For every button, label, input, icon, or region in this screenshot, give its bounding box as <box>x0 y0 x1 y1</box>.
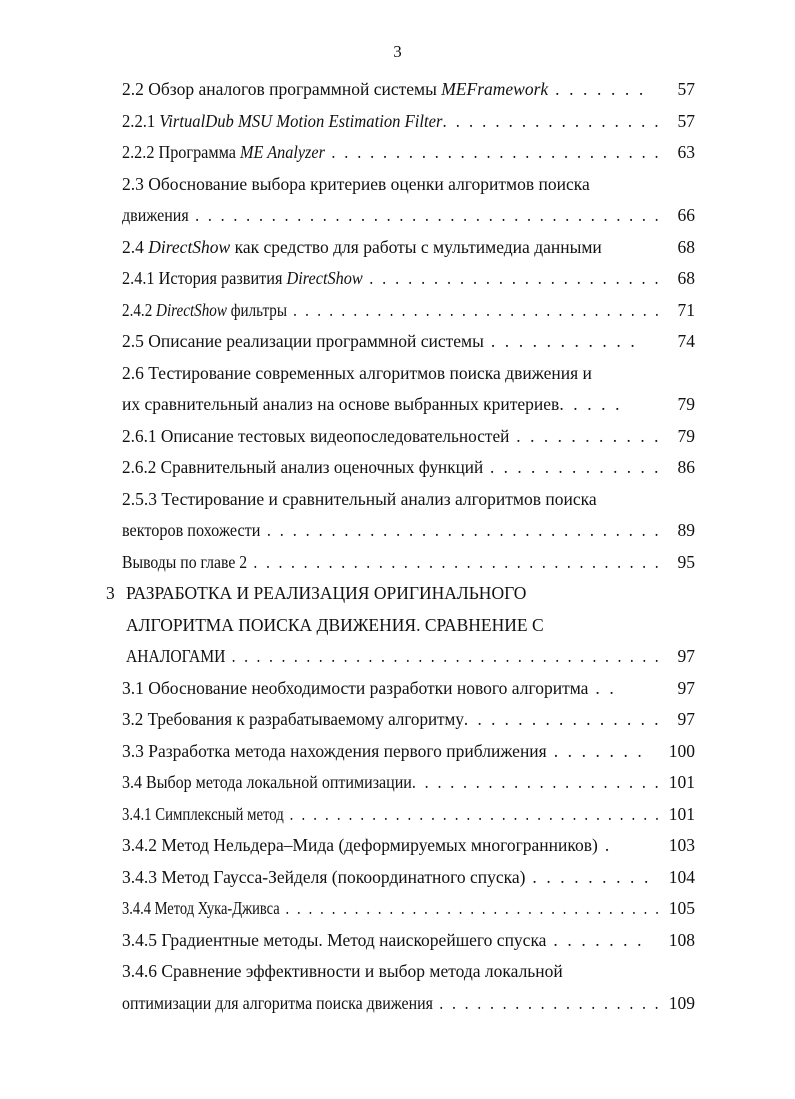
toc-page-number: 101 <box>668 803 695 824</box>
toc-entry-title <box>122 141 661 163</box>
toc-entry <box>0 357 795 389</box>
toc-leader-dots: . . . . . . . . . . . . . <box>483 457 661 477</box>
toc-leader-dots: . . . . . . . . . . . . . . . . . . . . . . . . . . . . . . . . . <box>279 898 661 918</box>
toc-page-number: 66 <box>677 205 695 225</box>
toc-title-text: 2.6 Тестирование современных алгоритмов поиска движения и <box>122 362 592 383</box>
toc-entry <box>0 546 795 578</box>
toc-page-number: 109 <box>668 992 695 1013</box>
toc-entry-title <box>122 110 661 132</box>
toc-entry-title <box>126 614 544 636</box>
toc-entry <box>0 924 795 956</box>
toc-leader-dots: . . . . . . . . . . . . . . . . . . . . . . . . . . . . . . . . <box>283 803 661 824</box>
toc-title-text: 2.3 Обоснование выбора критериев оценки алгоритмов поиска <box>122 173 590 194</box>
toc-page-number: 74 <box>677 331 695 351</box>
toc-entry-title <box>122 677 616 699</box>
toc-page-number: 104 <box>668 866 695 887</box>
toc-title-text: 2.6.1 Описание тестовых видеопоследовательностей <box>122 425 510 446</box>
toc-entry-title <box>122 866 651 888</box>
toc-entry-title <box>122 708 661 730</box>
toc-page-number: 79 <box>677 425 695 446</box>
toc-title-italic: DirectShow <box>148 236 231 257</box>
toc-leader-dots: . . . . . . . . . . . . . . . . . . . . . . . . . . . . . . . . . . . <box>225 646 661 666</box>
toc-title-italic: MEFramework <box>441 79 549 99</box>
toc-entry <box>0 514 795 546</box>
toc-entry-title <box>126 645 661 667</box>
toc-title-text: Выводы по главе 2 <box>122 551 248 572</box>
toc-entry <box>0 451 795 483</box>
toc-leader-dots: . . . . . . . . . . . . . . . . . . . . . . . . . . <box>324 142 661 162</box>
toc-entry-title <box>122 960 563 982</box>
toc-entry <box>0 262 795 294</box>
toc-page-number: 100 <box>668 740 695 761</box>
toc-page-number: 101 <box>668 772 695 792</box>
toc-entry <box>0 892 795 924</box>
toc-page-number: 68 <box>677 236 695 257</box>
toc-entry-title <box>122 393 622 415</box>
toc-entry-title <box>122 834 612 856</box>
toc-title-text: как средство для работы с мультимедиа данными <box>230 236 602 257</box>
toc-page-number: 79 <box>677 394 695 414</box>
toc-entry <box>0 640 795 672</box>
toc-entry <box>0 294 795 326</box>
toc-entry <box>0 703 795 735</box>
toc-leader-dots: . . . . . . . <box>546 929 645 950</box>
toc-entry-title <box>122 897 661 919</box>
toc-entry <box>0 987 795 1019</box>
toc-entry-title <box>122 204 661 226</box>
toc-entry-title <box>122 992 661 1014</box>
toc-entry <box>0 861 795 893</box>
toc-title-text: АНАЛОГАМИ <box>126 646 226 666</box>
toc-entry <box>0 483 795 515</box>
toc-entry-title <box>122 803 661 825</box>
toc-title-text: 3.3 Разработка метода нахождения первого приближения <box>122 740 547 761</box>
toc-page-number: 97 <box>677 677 695 698</box>
toc-page-number: 89 <box>677 520 695 540</box>
toc-entry <box>0 735 795 767</box>
toc-leader-dots: . . . . . . . . . . . . . . . . . . <box>432 992 661 1013</box>
toc-title-text: 3.4.4 Метод Хука-Дживса <box>122 898 280 918</box>
toc-entry <box>0 199 795 231</box>
toc-title-text: 3.2 Требования к разрабатываемому алгоритму <box>122 709 464 729</box>
toc-entry <box>0 73 795 105</box>
toc-entry <box>0 231 795 263</box>
toc-title-text: векторов похожести <box>122 520 261 540</box>
toc-entry <box>0 829 795 861</box>
toc-page-number: 71 <box>677 299 695 320</box>
toc-title-text: 2.2.1 <box>122 110 160 131</box>
toc-title-text: 2.5.3 Тестирование и сравнительный анализ алгоритмов поиска <box>122 488 597 509</box>
toc-entry-title <box>126 582 526 604</box>
toc-title-text: РАЗРАБОТКА И РЕАЛИЗАЦИЯ ОРИГИНАЛЬНОГО <box>126 583 527 603</box>
toc-entry <box>0 609 795 641</box>
toc-page-number: 57 <box>677 79 695 99</box>
toc-leader-dots: . . . . . . . <box>546 740 645 761</box>
toc-page-number: 68 <box>677 268 695 288</box>
toc-entry-title <box>122 551 661 573</box>
toc-entry <box>0 955 795 987</box>
toc-leader-dots: . . . . . . . . . . . <box>483 331 638 351</box>
toc-entry <box>0 136 795 168</box>
toc-title-text: 2.4.1 История развития <box>122 268 287 288</box>
toc-title-text: оптимизации для алгоритма поиска движения <box>122 992 433 1013</box>
page-number: 3 <box>393 42 402 61</box>
toc-leader-dots: . . . . . . . <box>548 79 646 99</box>
toc-leader-dots: . . . . . . . . . <box>525 866 651 887</box>
toc-entry-title <box>122 456 661 478</box>
toc-entry <box>0 325 795 357</box>
toc-leader-dots: . . . . . . . . . . . . . . . . . . . . <box>411 772 661 792</box>
toc-entry-title <box>122 330 637 352</box>
toc-title-text: 2.5 Описание реализации программной системы <box>122 331 484 351</box>
toc-leader-dots: . . <box>588 677 617 698</box>
toc-leader-dots: . . . . . . . . . . . . . . . . . <box>442 110 661 131</box>
toc-leader-dots: . . . . . <box>559 394 623 414</box>
toc-title-text: 3.4 Выбор метода локальной оптимизации <box>122 772 412 792</box>
toc-title-italic: VirtualDub MSU Motion Estimation Filter <box>159 110 443 131</box>
toc-entry-title <box>122 425 661 447</box>
toc-entry <box>0 388 795 420</box>
toc-page-number: 63 <box>677 142 695 162</box>
toc-page-number: 105 <box>668 898 695 918</box>
toc-entry <box>0 672 795 704</box>
toc-title-text: 3.1 Обоснование необходимости разработки нового алгоритма <box>122 677 589 698</box>
toc-title-text: их сравнительный анализ на основе выбранных критериев <box>122 394 560 414</box>
toc-entry <box>0 577 795 609</box>
toc-title-text: 2.2.2 Программа <box>122 142 241 162</box>
toc-entry-title <box>122 771 661 793</box>
toc-title-italic: DirectShow <box>286 268 363 288</box>
toc-title-text: 2.4.2 <box>122 299 157 320</box>
toc-entry-title <box>122 362 592 384</box>
table-of-contents <box>0 73 795 1018</box>
toc-entry-title <box>122 488 597 510</box>
toc-title-text: 3.4.3 Метод Гаусса-Зейделя (покоординатного спуска) <box>122 866 526 887</box>
toc-title-text: движения <box>122 205 189 225</box>
toc-title-text: 2.2 Обзор аналогов программной системы <box>122 79 442 99</box>
toc-leader-dots: . . . . . . . . . . . <box>509 425 661 446</box>
toc-page-number: 97 <box>677 709 695 729</box>
toc-title-text: АЛГОРИТМА ПОИСКА ДВИЖЕНИЯ. СРАВНЕНИЕ С <box>126 614 544 635</box>
toc-entry-title <box>122 78 646 100</box>
toc-title-text: 3.4.1 Симплексный метод <box>122 803 284 824</box>
toc-entry-title <box>122 299 661 321</box>
toc-title-text: 2.6.2 Сравнительный анализ оценочных функций <box>122 457 484 477</box>
toc-entry <box>0 105 795 137</box>
toc-leader-dots: . . . . . . . . . . . . . . . . . . . . . . . . . . . . . . . <box>287 299 661 320</box>
toc-title-text: 3.4.6 Сравнение эффективности и выбор метода локальной <box>122 961 563 981</box>
toc-title-text: 3.4.5 Градиентные методы. Метод наискорейшего спуска <box>122 929 547 950</box>
toc-title-italic: ME Analyzer <box>240 142 325 162</box>
toc-entry-title <box>122 236 602 258</box>
toc-leader-dots: . . . . . . . . . . . . . . . . . . . . . . . <box>362 268 661 288</box>
chapter-number: 3 <box>106 583 115 603</box>
toc-title-text: 2.4 <box>122 236 149 257</box>
toc-page-number: 95 <box>677 551 695 572</box>
toc-entry-title <box>122 519 661 541</box>
toc-entry-title <box>122 173 590 195</box>
toc-page-number: 103 <box>668 835 695 855</box>
toc-entry-title <box>122 740 644 762</box>
toc-entry <box>0 420 795 452</box>
toc-entry-title <box>122 929 644 951</box>
toc-entry-title <box>122 267 661 289</box>
toc-leader-dots: . . . . . . . . . . . . . . . . . . . . . . . . . . . . . . . . . . . . . <box>188 205 661 225</box>
toc-leader-dots: . . . . . . . . . . . . . . . . . . . . . . . . . . . . . . . . . <box>247 551 661 572</box>
toc-title-italic: DirectShow <box>156 299 227 320</box>
toc-entry <box>0 168 795 200</box>
toc-leader-dots: . . . . . . . . . . . . . . . . . . . . . . . . . . . . . . . <box>260 520 661 540</box>
toc-title-text: фильтры <box>226 299 288 320</box>
toc-page-number: 97 <box>677 646 695 666</box>
toc-entry <box>0 766 795 798</box>
toc-leader-dots: . . . . . . . . . . . . . . . <box>463 709 661 729</box>
toc-page-number: 86 <box>677 457 695 477</box>
toc-page-number: 57 <box>677 110 695 131</box>
toc-page-number: 108 <box>668 929 695 950</box>
toc-title-text: 3.4.2 Метод Нельдера–Мида (деформируемых многогранников) <box>122 835 598 855</box>
toc-entry <box>0 798 795 830</box>
toc-leader-dots: . <box>597 835 612 855</box>
